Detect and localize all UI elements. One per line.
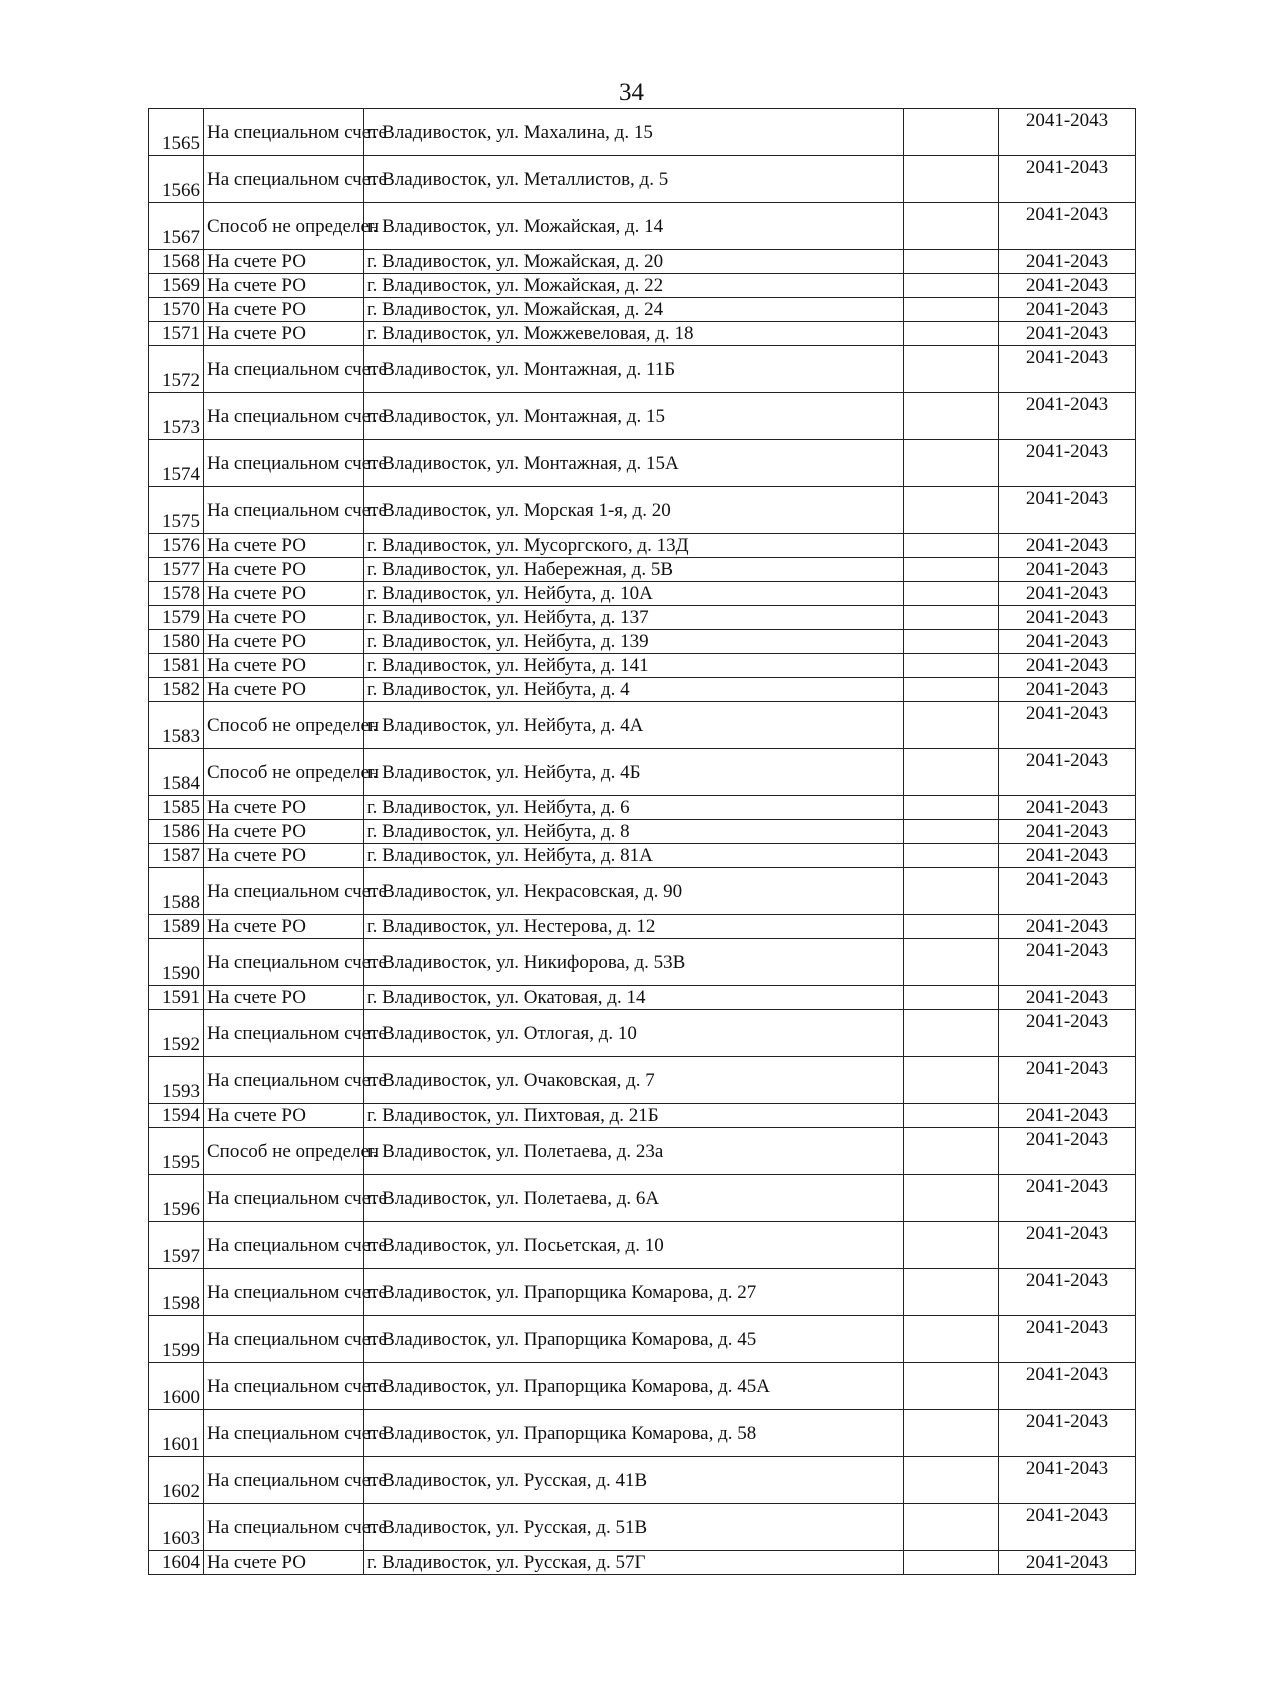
address-cell: г. Владивосток, ул. Русская, д. 41В — [364, 1457, 904, 1504]
payment-method-cell: На счете РО — [204, 250, 364, 274]
row-number-cell: 1575 — [149, 487, 204, 534]
payment-method-cell: На специальном счете — [204, 1316, 364, 1363]
period-cell: 2041-2043 — [999, 156, 1136, 203]
registry-table-body — [149, 109, 1136, 1575]
table-row — [149, 844, 1136, 868]
empty-cell — [904, 393, 999, 440]
table-row — [149, 1175, 1136, 1222]
row-number-cell: 1587 — [149, 844, 204, 868]
period-cell: 2041-2043 — [999, 203, 1136, 250]
payment-method-cell: На специальном счете — [204, 440, 364, 487]
period-cell: 2041-2043 — [999, 654, 1136, 678]
row-number-cell: 1604 — [149, 1551, 204, 1575]
payment-method-cell: Способ не определен — [204, 702, 364, 749]
period-cell: 2041-2043 — [999, 582, 1136, 606]
period-cell: 2041-2043 — [999, 274, 1136, 298]
empty-cell — [904, 796, 999, 820]
row-number-cell: 1590 — [149, 939, 204, 986]
row-number-cell: 1602 — [149, 1457, 204, 1504]
row-number-cell: 1598 — [149, 1269, 204, 1316]
empty-cell — [904, 1269, 999, 1316]
table-row — [149, 1551, 1136, 1575]
period-cell: 2041-2043 — [999, 986, 1136, 1010]
payment-method-cell: На специальном счете — [204, 1363, 364, 1410]
table-row — [149, 1222, 1136, 1269]
table-row — [149, 915, 1136, 939]
address-cell: г. Владивосток, ул. Мусоргского, д. 13Д — [364, 534, 904, 558]
payment-method-cell: На счете РО — [204, 796, 364, 820]
address-cell: г. Владивосток, ул. Отлогая, д. 10 — [364, 1010, 904, 1057]
table-row — [149, 678, 1136, 702]
empty-cell — [904, 986, 999, 1010]
address-cell: г. Владивосток, ул. Русская, д. 57Г — [364, 1551, 904, 1575]
period-cell: 2041-2043 — [999, 820, 1136, 844]
table-row — [149, 322, 1136, 346]
row-number-cell: 1571 — [149, 322, 204, 346]
table-row — [149, 534, 1136, 558]
page-number: 34 — [619, 79, 644, 106]
table-row — [149, 749, 1136, 796]
payment-method-cell: На специальном счете — [204, 1410, 364, 1457]
period-cell: 2041-2043 — [999, 558, 1136, 582]
row-number-cell: 1586 — [149, 820, 204, 844]
period-cell: 2041-2043 — [999, 440, 1136, 487]
payment-method-cell: Способ не определен — [204, 1128, 364, 1175]
empty-cell — [904, 1457, 999, 1504]
payment-method-cell: На счете РО — [204, 322, 364, 346]
period-cell: 2041-2043 — [999, 1269, 1136, 1316]
address-cell: г. Владивосток, ул. Прапорщика Комарова, д. 45А — [364, 1363, 904, 1410]
address-cell: г. Владивосток, ул. Монтажная, д. 15 — [364, 393, 904, 440]
address-cell: г. Владивосток, ул. Прапорщика Комарова, д. 45 — [364, 1316, 904, 1363]
empty-cell — [904, 820, 999, 844]
table-row — [149, 558, 1136, 582]
row-number-cell: 1593 — [149, 1057, 204, 1104]
empty-cell — [904, 203, 999, 250]
payment-method-cell: На специальном счете — [204, 868, 364, 915]
period-cell: 2041-2043 — [999, 346, 1136, 393]
period-cell: 2041-2043 — [999, 796, 1136, 820]
empty-cell — [904, 1010, 999, 1057]
payment-method-cell: На счете РО — [204, 630, 364, 654]
period-cell: 2041-2043 — [999, 678, 1136, 702]
address-cell: г. Владивосток, ул. Можайская, д. 20 — [364, 250, 904, 274]
table-row — [149, 1504, 1136, 1551]
period-cell: 2041-2043 — [999, 749, 1136, 796]
address-cell: г. Владивосток, ул. Нейбута, д. 4 — [364, 678, 904, 702]
empty-cell — [904, 939, 999, 986]
payment-method-cell: На специальном счете — [204, 1504, 364, 1551]
table-row — [149, 203, 1136, 250]
empty-cell — [904, 702, 999, 749]
table-row — [149, 702, 1136, 749]
row-number-cell: 1567 — [149, 203, 204, 250]
row-number-cell: 1568 — [149, 250, 204, 274]
payment-method-cell: На счете РО — [204, 558, 364, 582]
empty-cell — [904, 1128, 999, 1175]
empty-cell — [904, 346, 999, 393]
row-number-cell: 1572 — [149, 346, 204, 393]
empty-cell — [904, 1410, 999, 1457]
address-cell: г. Владивосток, ул. Окатовая, д. 14 — [364, 986, 904, 1010]
empty-cell — [904, 109, 999, 156]
empty-cell — [904, 749, 999, 796]
table-row — [149, 250, 1136, 274]
period-cell: 2041-2043 — [999, 1551, 1136, 1575]
period-cell: 2041-2043 — [999, 1504, 1136, 1551]
row-number-cell: 1599 — [149, 1316, 204, 1363]
address-cell: г. Владивосток, ул. Нейбута, д. 141 — [364, 654, 904, 678]
table-row — [149, 298, 1136, 322]
empty-cell — [904, 1175, 999, 1222]
address-cell: г. Владивосток, ул. Металлистов, д. 5 — [364, 156, 904, 203]
address-cell: г. Владивосток, ул. Нейбута, д. 6 — [364, 796, 904, 820]
payment-method-cell: На счете РО — [204, 534, 364, 558]
period-cell: 2041-2043 — [999, 1057, 1136, 1104]
period-cell: 2041-2043 — [999, 393, 1136, 440]
payment-method-cell: На счете РО — [204, 915, 364, 939]
empty-cell — [904, 1222, 999, 1269]
payment-method-cell: На специальном счете — [204, 939, 364, 986]
period-cell: 2041-2043 — [999, 1457, 1136, 1504]
table-row — [149, 868, 1136, 915]
row-number-cell: 1566 — [149, 156, 204, 203]
address-cell: г. Владивосток, ул. Монтажная, д. 11Б — [364, 346, 904, 393]
row-number-cell: 1585 — [149, 796, 204, 820]
row-number-cell: 1577 — [149, 558, 204, 582]
table-row — [149, 346, 1136, 393]
payment-method-cell: На специальном счете — [204, 393, 364, 440]
payment-method-cell: Способ не определен — [204, 749, 364, 796]
empty-cell — [904, 250, 999, 274]
empty-cell — [904, 630, 999, 654]
address-cell: г. Владивосток, ул. Можайская, д. 24 — [364, 298, 904, 322]
payment-method-cell: На счете РО — [204, 582, 364, 606]
table-row — [149, 1104, 1136, 1128]
address-cell: г. Владивосток, ул. Морская 1-я, д. 20 — [364, 487, 904, 534]
period-cell: 2041-2043 — [999, 868, 1136, 915]
period-cell: 2041-2043 — [999, 1010, 1136, 1057]
table-row — [149, 393, 1136, 440]
table-row — [149, 1410, 1136, 1457]
row-number-cell: 1601 — [149, 1410, 204, 1457]
empty-cell — [904, 487, 999, 534]
address-cell: г. Владивосток, ул. Русская, д. 51В — [364, 1504, 904, 1551]
row-number-cell: 1595 — [149, 1128, 204, 1175]
period-cell: 2041-2043 — [999, 1363, 1136, 1410]
address-cell: г. Владивосток, ул. Очаковская, д. 7 — [364, 1057, 904, 1104]
period-cell: 2041-2043 — [999, 1104, 1136, 1128]
period-cell: 2041-2043 — [999, 322, 1136, 346]
table-row — [149, 109, 1136, 156]
period-cell: 2041-2043 — [999, 1175, 1136, 1222]
row-number-cell: 1578 — [149, 582, 204, 606]
empty-cell — [904, 1057, 999, 1104]
table-row — [149, 1010, 1136, 1057]
empty-cell — [904, 1316, 999, 1363]
row-number-cell: 1594 — [149, 1104, 204, 1128]
period-cell: 2041-2043 — [999, 487, 1136, 534]
period-cell: 2041-2043 — [999, 1128, 1136, 1175]
payment-method-cell: На счете РО — [204, 606, 364, 630]
payment-method-cell: На счете РО — [204, 678, 364, 702]
empty-cell — [904, 915, 999, 939]
empty-cell — [904, 606, 999, 630]
address-cell: г. Владивосток, ул. Нейбута, д. 139 — [364, 630, 904, 654]
address-cell: г. Владивосток, ул. Набережная, д. 5В — [364, 558, 904, 582]
table-row — [149, 440, 1136, 487]
period-cell: 2041-2043 — [999, 1410, 1136, 1457]
payment-method-cell: На специальном счете — [204, 346, 364, 393]
period-cell: 2041-2043 — [999, 1316, 1136, 1363]
row-number-cell: 1603 — [149, 1504, 204, 1551]
table-row — [149, 939, 1136, 986]
empty-cell — [904, 844, 999, 868]
row-number-cell: 1600 — [149, 1363, 204, 1410]
period-cell: 2041-2043 — [999, 844, 1136, 868]
payment-method-cell: На счете РО — [204, 986, 364, 1010]
row-number-cell: 1582 — [149, 678, 204, 702]
payment-method-cell: На специальном счете — [204, 1010, 364, 1057]
empty-cell — [904, 440, 999, 487]
registry-table — [148, 108, 1136, 1575]
payment-method-cell: На специальном счете — [204, 1057, 364, 1104]
period-cell: 2041-2043 — [999, 534, 1136, 558]
payment-method-cell: На специальном счете — [204, 1222, 364, 1269]
address-cell: г. Владивосток, ул. Некрасовская, д. 90 — [364, 868, 904, 915]
address-cell: г. Владивосток, ул. Монтажная, д. 15А — [364, 440, 904, 487]
row-number-cell: 1581 — [149, 654, 204, 678]
address-cell: г. Владивосток, ул. Посьетская, д. 10 — [364, 1222, 904, 1269]
payment-method-cell: На счете РО — [204, 844, 364, 868]
table-row — [149, 1128, 1136, 1175]
address-cell: г. Владивосток, ул. Нейбута, д. 4А — [364, 702, 904, 749]
address-cell: г. Владивосток, ул. Полетаева, д. 6А — [364, 1175, 904, 1222]
period-cell: 2041-2043 — [999, 298, 1136, 322]
period-cell: 2041-2043 — [999, 702, 1136, 749]
table-row — [149, 1057, 1136, 1104]
payment-method-cell: Способ не определен — [204, 203, 364, 250]
payment-method-cell: На специальном счете — [204, 1269, 364, 1316]
address-cell: г. Владивосток, ул. Нейбута, д. 137 — [364, 606, 904, 630]
table-row — [149, 1316, 1136, 1363]
address-cell: г. Владивосток, ул. Пихтовая, д. 21Б — [364, 1104, 904, 1128]
address-cell: г. Владивосток, ул. Нейбута, д. 10А — [364, 582, 904, 606]
row-number-cell: 1597 — [149, 1222, 204, 1269]
table-row — [149, 1269, 1136, 1316]
address-cell: г. Владивосток, ул. Нестерова, д. 12 — [364, 915, 904, 939]
payment-method-cell: На счете РО — [204, 820, 364, 844]
empty-cell — [904, 1551, 999, 1575]
row-number-cell: 1576 — [149, 534, 204, 558]
address-cell: г. Владивосток, ул. Можжевеловая, д. 18 — [364, 322, 904, 346]
empty-cell — [904, 1104, 999, 1128]
payment-method-cell: На специальном счете — [204, 156, 364, 203]
address-cell: г. Владивосток, ул. Нейбута, д. 8 — [364, 820, 904, 844]
row-number-cell: 1584 — [149, 749, 204, 796]
payment-method-cell: На счете РО — [204, 1104, 364, 1128]
payment-method-cell: На специальном счете — [204, 1457, 364, 1504]
period-cell: 2041-2043 — [999, 1222, 1136, 1269]
row-number-cell: 1579 — [149, 606, 204, 630]
period-cell: 2041-2043 — [999, 606, 1136, 630]
address-cell: г. Владивосток, ул. Полетаева, д. 23а — [364, 1128, 904, 1175]
table-row — [149, 630, 1136, 654]
payment-method-cell: На счете РО — [204, 1551, 364, 1575]
row-number-cell: 1583 — [149, 702, 204, 749]
payment-method-cell: На счете РО — [204, 298, 364, 322]
empty-cell — [904, 868, 999, 915]
payment-method-cell: На счете РО — [204, 654, 364, 678]
row-number-cell: 1569 — [149, 274, 204, 298]
empty-cell — [904, 274, 999, 298]
payment-method-cell: На специальном счете — [204, 487, 364, 534]
row-number-cell: 1570 — [149, 298, 204, 322]
address-cell: г. Владивосток, ул. Никифорова, д. 53В — [364, 939, 904, 986]
period-cell: 2041-2043 — [999, 915, 1136, 939]
empty-cell — [904, 558, 999, 582]
address-cell: г. Владивосток, ул. Махалина, д. 15 — [364, 109, 904, 156]
row-number-cell: 1565 — [149, 109, 204, 156]
row-number-cell: 1589 — [149, 915, 204, 939]
empty-cell — [904, 156, 999, 203]
empty-cell — [904, 582, 999, 606]
row-number-cell: 1580 — [149, 630, 204, 654]
row-number-cell: 1592 — [149, 1010, 204, 1057]
empty-cell — [904, 654, 999, 678]
table-row — [149, 1457, 1136, 1504]
address-cell: г. Владивосток, ул. Можайская, д. 14 — [364, 203, 904, 250]
empty-cell — [904, 1363, 999, 1410]
table-row — [149, 1363, 1136, 1410]
table-row — [149, 820, 1136, 844]
payment-method-cell: На специальном счете — [204, 1175, 364, 1222]
period-cell: 2041-2043 — [999, 939, 1136, 986]
address-cell: г. Владивосток, ул. Можайская, д. 22 — [364, 274, 904, 298]
row-number-cell: 1588 — [149, 868, 204, 915]
table-row — [149, 654, 1136, 678]
row-number-cell: 1591 — [149, 986, 204, 1010]
empty-cell — [904, 322, 999, 346]
payment-method-cell: На счете РО — [204, 274, 364, 298]
address-cell: г. Владивосток, ул. Нейбута, д. 81А — [364, 844, 904, 868]
table-row — [149, 796, 1136, 820]
address-cell: г. Владивосток, ул. Прапорщика Комарова, д. 58 — [364, 1410, 904, 1457]
table-row — [149, 156, 1136, 203]
table-row — [149, 487, 1136, 534]
period-cell: 2041-2043 — [999, 250, 1136, 274]
table-row — [149, 986, 1136, 1010]
empty-cell — [904, 1504, 999, 1551]
table-row — [149, 582, 1136, 606]
address-cell: г. Владивосток, ул. Прапорщика Комарова, д. 27 — [364, 1269, 904, 1316]
empty-cell — [904, 298, 999, 322]
empty-cell — [904, 678, 999, 702]
period-cell: 2041-2043 — [999, 109, 1136, 156]
empty-cell — [904, 534, 999, 558]
table-row — [149, 274, 1136, 298]
payment-method-cell: На специальном счете — [204, 109, 364, 156]
address-cell: г. Владивосток, ул. Нейбута, д. 4Б — [364, 749, 904, 796]
row-number-cell: 1574 — [149, 440, 204, 487]
row-number-cell: 1596 — [149, 1175, 204, 1222]
row-number-cell: 1573 — [149, 393, 204, 440]
table-row — [149, 606, 1136, 630]
period-cell: 2041-2043 — [999, 630, 1136, 654]
